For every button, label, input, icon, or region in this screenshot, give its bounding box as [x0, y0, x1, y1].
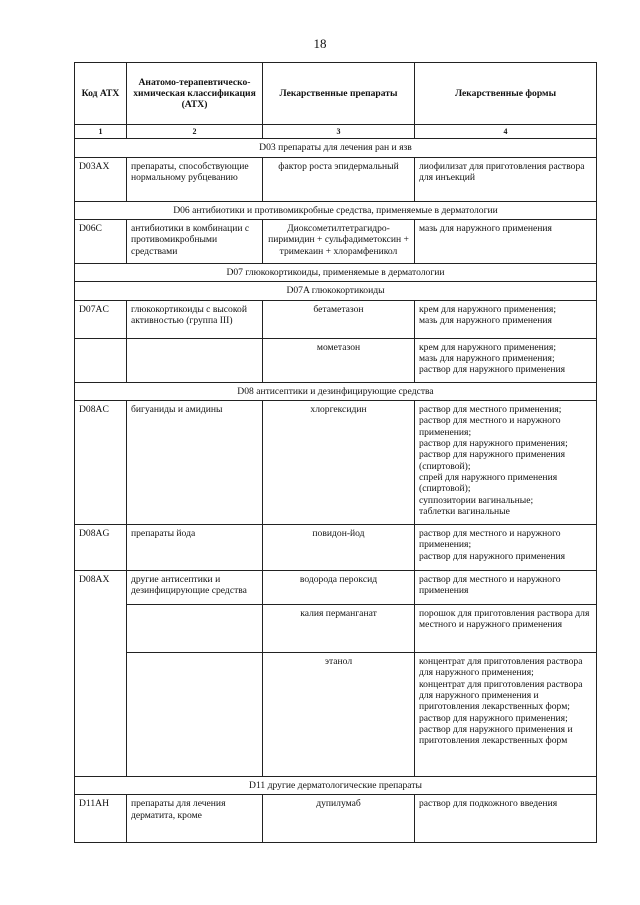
drug-name: калия перманганат	[263, 605, 415, 653]
page-number: 18	[313, 36, 327, 51]
atc-code: D03AX	[75, 157, 127, 201]
dosage-forms	[415, 157, 597, 201]
dosage-form: раствор для наружного применения;	[419, 437, 568, 449]
header-forms: Лекарственные формы	[415, 63, 597, 125]
dosage-form: раствор для наружного применения	[419, 550, 566, 562]
dosage-forms	[415, 605, 597, 653]
dosage-forms	[415, 525, 597, 571]
table-header-row	[75, 63, 597, 125]
header-code: Код АТХ	[75, 63, 127, 125]
empty-cell	[127, 338, 263, 382]
section-heading-d07: D07 глюкокортикоиды, применяемые в дерматологии	[75, 264, 597, 282]
column-number: 1	[75, 125, 127, 139]
dosage-form: крем для наружного применения;	[419, 303, 556, 315]
dosage-form: раствор для наружного применения;	[419, 712, 568, 724]
atc-classification: глюкокортикоиды с высокой активностью (группа III)	[127, 300, 263, 338]
drug-name: мометазон	[263, 338, 415, 382]
section-heading-d07a: D07A глюкокортикоиды	[75, 282, 597, 300]
dosage-forms	[415, 220, 597, 264]
dosage-form: раствор для наружного применения	[419, 364, 566, 376]
section-row	[75, 282, 597, 300]
drug-name: повидон-йод	[263, 525, 415, 571]
atc-classification: препараты, способствующие нормальному рубцеванию	[127, 157, 263, 201]
drug-name: водорода пероксид	[263, 571, 415, 605]
table-row	[75, 795, 597, 843]
column-number: 2	[127, 125, 263, 139]
section-heading-d11: D11 другие дерматологические препараты	[75, 777, 597, 795]
dosage-form: мазь для наружного применения;	[419, 353, 555, 364]
dosage-form: раствор для наружного применения и приготовления лекарственных форм	[419, 723, 573, 747]
table-row	[75, 300, 597, 338]
column-number: 4	[415, 125, 597, 139]
table-row	[75, 525, 597, 571]
dosage-form: раствор для местного и наружного применения;	[419, 415, 561, 438]
table-row	[75, 220, 597, 264]
header-drugs: Лекарственные препараты	[263, 63, 415, 125]
dosage-form: раствор для наружного применения (спиртовой);	[419, 449, 566, 472]
dosage-form: мазь для наружного применения	[419, 315, 552, 326]
atc-classification: другие антисептики и дезинфицирующие средства	[127, 571, 263, 605]
section-heading-d06: D06 антибиотики и противомикробные средства, применяемые в дерматологии	[75, 201, 597, 219]
dosage-form: концентрат для приготовления раствора для наружного применения и приготовления лекарственных форм;	[419, 678, 583, 713]
drug-name: Диоксометилтетрагидро-пиримидин + сульфадиметоксин + тримекаин + хлорамфеникол	[263, 220, 415, 264]
dosage-form: порошок для приготовления раствора для местного и наружного применения	[419, 608, 590, 631]
drug-name: этанол	[263, 653, 415, 777]
column-number-row	[75, 125, 597, 139]
atc-code: D08AX	[75, 571, 127, 777]
dosage-forms	[415, 653, 597, 777]
table-row	[75, 653, 597, 777]
atc-code: D07AC	[75, 300, 127, 338]
table-row	[75, 605, 597, 653]
dosage-forms	[415, 401, 597, 525]
column-number: 3	[263, 125, 415, 139]
atc-classification: бигуаниды и амидины	[127, 401, 263, 525]
empty-cell	[75, 338, 127, 382]
dosage-form: раствор для подкожного введения	[419, 798, 558, 810]
dosage-form: раствор для местного применения;	[419, 404, 562, 415]
table-row	[75, 157, 597, 201]
dosage-form: крем для наружного применения;	[419, 341, 556, 353]
dosage-form: таблетки вагинальные	[419, 505, 510, 517]
table-row	[75, 401, 597, 525]
section-row	[75, 139, 597, 157]
section-row	[75, 382, 597, 400]
atc-classification: препараты йода	[127, 525, 263, 571]
atc-table	[74, 62, 597, 843]
dosage-form: мазь для наружного применения	[419, 223, 552, 235]
dosage-forms	[415, 338, 597, 382]
header-classification: Анатомо-терапевтическо-химическая классификация (АТХ)	[127, 63, 263, 125]
dosage-forms	[415, 795, 597, 843]
dosage-form: концентрат для приготовления раствора для наружного применения;	[419, 656, 583, 679]
section-heading-d08: D08 антисептики и дезинфицирующие средства	[75, 382, 597, 400]
dosage-form: суппозитории вагинальные;	[419, 494, 534, 506]
atc-code: D08AG	[75, 525, 127, 571]
table-row	[75, 338, 597, 382]
empty-cell	[127, 605, 263, 653]
atc-classification: препараты для лечения дерматита, кроме	[127, 795, 263, 843]
drug-name: дупилумаб	[263, 795, 415, 843]
dosage-forms	[415, 571, 597, 605]
dosage-forms	[415, 300, 597, 338]
section-row	[75, 201, 597, 219]
drug-name: фактор роста эпидермальный	[263, 157, 415, 201]
table-row	[75, 571, 597, 605]
drug-name: бетаметазон	[263, 300, 415, 338]
drug-name: хлоргексидин	[263, 401, 415, 525]
empty-cell	[127, 653, 263, 777]
dosage-form: лиофилизат для приготовления раствора для инъекций	[419, 160, 585, 184]
section-row	[75, 264, 597, 282]
atc-classification: антибиотики в комбинации с противомикробными средствами	[127, 220, 263, 264]
atc-code: D08AC	[75, 401, 127, 525]
dosage-form: раствор для местного и наружного применения;	[419, 528, 561, 551]
atc-code: D11AH	[75, 795, 127, 843]
atc-code: D06C	[75, 220, 127, 264]
dosage-form: спрей для наружного применения (спиртовой);	[419, 471, 558, 495]
dosage-form: раствор для местного и наружного применения	[419, 574, 561, 597]
section-heading-d03: D03 препараты для лечения ран и язв	[75, 139, 597, 157]
section-row	[75, 777, 597, 795]
